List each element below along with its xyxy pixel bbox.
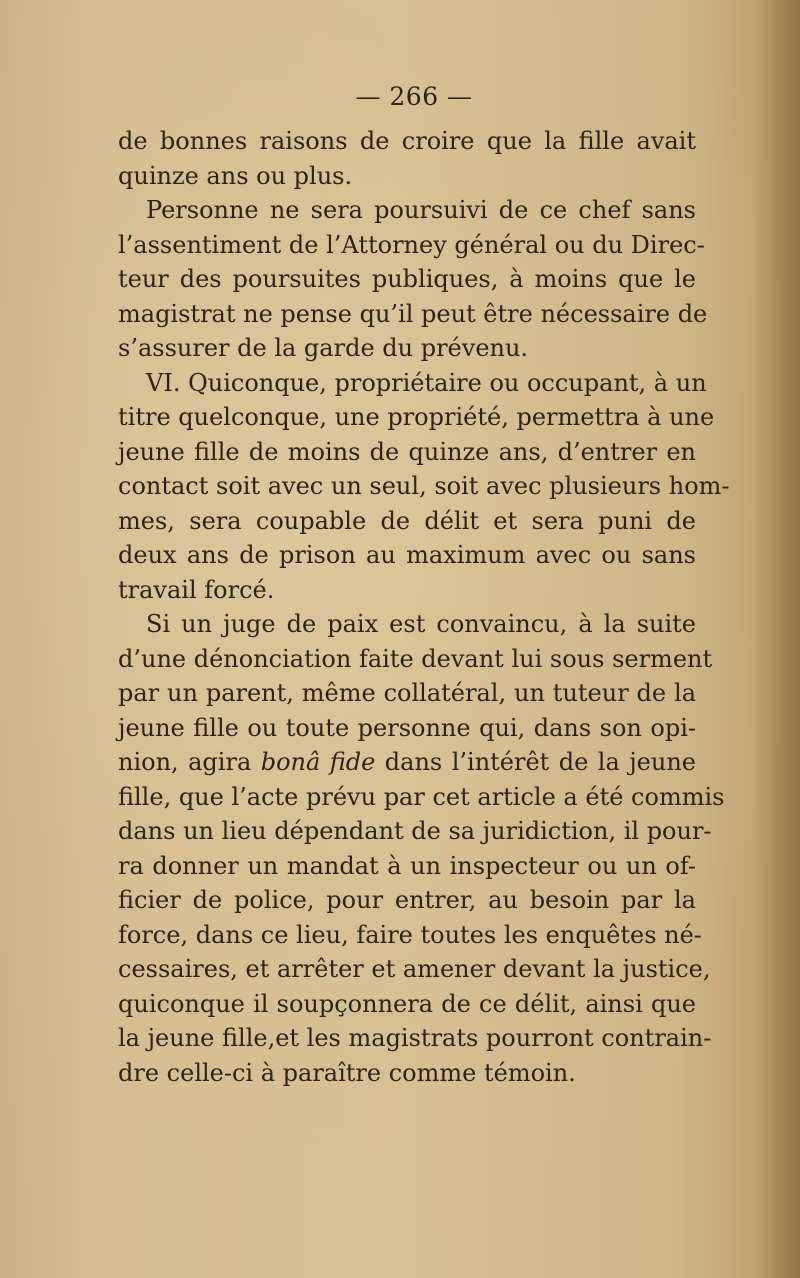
text-line: cessaires, et arrêter et amener devant la justice, bbox=[118, 955, 711, 983]
text-line: Si un juge de paix est convaincu, à la suite bbox=[146, 610, 696, 638]
body-text bbox=[118, 124, 730, 1090]
text-line: jeune fille ou toute personne qui, dans son opi- bbox=[118, 713, 696, 742]
text-line: dre celle-ci à paraître comme témoin. bbox=[118, 1058, 576, 1087]
text-line: par un parent, même collatéral, un tuteur de la bbox=[118, 679, 696, 707]
text-line: titre quelconque, une propriété, permettra à une bbox=[118, 403, 715, 431]
text-line: dans un lieu dépendant de sa juridiction, il pour- bbox=[118, 817, 712, 845]
page-number: — 266 — bbox=[355, 82, 473, 111]
text-line: l’assentiment de l’Attorney général ou du Direc- bbox=[118, 230, 705, 259]
text-line: fille, que l’acte prévu par cet article a été commis bbox=[118, 782, 725, 811]
text-line: magistrat ne pense qu’il peut être nécessaire de bbox=[118, 299, 708, 328]
text-line: ficier de police, pour entrer, au besoin par la bbox=[118, 886, 696, 914]
text-line: de bonnes raisons de croire que la fille avait bbox=[118, 127, 696, 155]
text-line: quinze ans ou plus. bbox=[118, 161, 353, 190]
text-line: quiconque il soupçonnera de ce délit, ainsi que bbox=[118, 989, 696, 1018]
text-line: jeune fille de moins de quinze ans, d’entrer en bbox=[118, 437, 696, 466]
text-line: d’une dénonciation faite devant lui sous serment bbox=[118, 644, 713, 673]
text-line: contact soit avec un seul, soit avec plusieurs hom- bbox=[118, 472, 730, 500]
text-line: VI. Quiconque, propriétaire ou occupant, à un bbox=[146, 368, 707, 397]
text-segment: dans l’intérêt de la jeune bbox=[375, 748, 697, 776]
text-line bbox=[118, 745, 696, 780]
text-segment: nion, agira bbox=[118, 748, 261, 776]
text-line: mes, sera coupable de délit et sera puni de bbox=[118, 506, 696, 535]
text-line: la jeune fille,et les magistrats pourront contrain- bbox=[118, 1024, 712, 1052]
text-line: s’assurer de la garde du prévenu. bbox=[118, 334, 529, 362]
text-line: travail forcé. bbox=[118, 575, 275, 604]
text-line: force, dans ce lieu, faire toutes les enquêtes né- bbox=[118, 920, 702, 949]
page-edge-shading bbox=[752, 0, 800, 1278]
text-line: Personne ne sera poursuivi de ce chef sans bbox=[146, 196, 696, 224]
text-line: ra donner un mandat à un inspecteur ou un of- bbox=[118, 851, 696, 880]
italic-phrase: bonâ fide bbox=[260, 748, 376, 776]
text-line: deux ans de prison au maximum avec ou sans bbox=[118, 541, 696, 569]
text-line: teur des poursuites publiques, à moins que le bbox=[118, 265, 696, 293]
